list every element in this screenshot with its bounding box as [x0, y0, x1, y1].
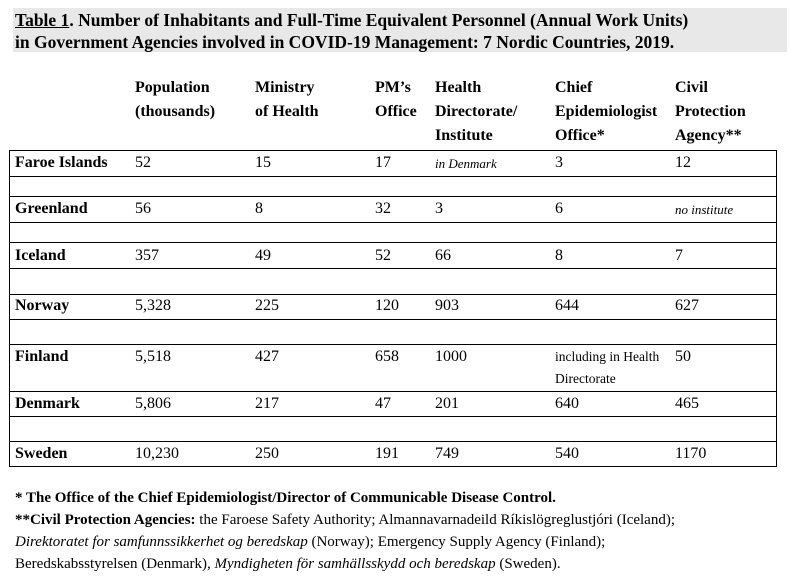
- cell-ministry: 427: [255, 348, 279, 365]
- cell-ministry: 217: [255, 395, 279, 412]
- cell-civil-protection: 1170: [675, 445, 707, 462]
- cell-civil-protection: 50: [675, 348, 691, 365]
- row-country: Sweden: [15, 445, 68, 462]
- cell-population: 52: [135, 154, 151, 171]
- table-border-left: [9, 150, 10, 467]
- row-divider: [9, 176, 777, 177]
- cell-civil-protection: 465: [675, 395, 699, 412]
- cell-population: 5,518: [135, 348, 171, 365]
- cell-population: 357: [135, 247, 159, 264]
- row-divider: [9, 242, 777, 243]
- cell-ministry: 15: [255, 154, 271, 171]
- cell-health-directorate: 903: [435, 297, 459, 314]
- header-population: [135, 76, 215, 124]
- footnote-text: the Faroese Safety Authority; Almannavarnadeild Ríkislögreglustjóri (Iceland);: [195, 512, 675, 528]
- footnote-text: (Norway); Emergency Supply Agency (Finland);: [307, 534, 606, 550]
- cell-chief-epidemiologist: 3: [555, 154, 563, 171]
- row-divider: [9, 268, 777, 269]
- row-country: Iceland: [15, 247, 66, 264]
- cell-chief-epidemiologist: 8: [555, 247, 563, 264]
- header-text: Protection: [675, 103, 746, 120]
- row-divider: [9, 344, 777, 345]
- cell-population: 56: [135, 200, 151, 217]
- header-text: (thousands): [135, 103, 216, 120]
- header-text: Agency**: [675, 127, 742, 144]
- cell-population: 10,230: [135, 445, 179, 462]
- header-text: Institute: [435, 127, 493, 144]
- cell-chief-epidemiologist: 640: [555, 395, 579, 412]
- cell-civil-protection: 627: [675, 297, 699, 314]
- cell-chief-epidemiologist-line1: including in Health: [555, 349, 660, 364]
- header-ministry-of-health: [255, 76, 319, 124]
- row-country: Finland: [15, 348, 69, 365]
- cell-pm-office: 658: [375, 348, 399, 365]
- row-country: Faroe Islands: [15, 154, 108, 171]
- cell-pm-office: 17: [375, 154, 391, 171]
- header-text: Ministry: [255, 79, 315, 96]
- cell-civil-protection: no institute: [675, 202, 734, 217]
- table-caption: [13, 8, 787, 52]
- header-text: Civil: [675, 79, 708, 96]
- cell-ministry: 225: [255, 297, 279, 314]
- cell-chief-epidemiologist-line2: Directorate: [555, 371, 616, 386]
- caption-line1: . Number of Inhabitants and Full-Time Equivalent Personnel (Annual Work Units): [69, 10, 689, 30]
- header-civil-protection: [675, 76, 746, 148]
- cell-population: 5,806: [135, 395, 171, 412]
- cell-health-directorate: 749: [435, 445, 459, 462]
- cell-health-directorate: 3: [435, 200, 443, 217]
- cell-civil-protection: 12: [675, 154, 691, 171]
- footnote-line: [15, 553, 561, 575]
- row-divider: [9, 391, 777, 392]
- header-text: Population: [135, 79, 210, 96]
- row-divider: [9, 441, 777, 442]
- cell-health-directorate: in Denmark: [435, 156, 497, 171]
- cell-chief-epidemiologist: 6: [555, 200, 563, 217]
- cell-chief-epidemiologist: 540: [555, 445, 579, 462]
- row-country: Greenland: [15, 200, 88, 217]
- row-divider: [9, 150, 777, 151]
- footnote-label: **Civil Protection Agencies:: [15, 512, 196, 528]
- row-divider: [9, 416, 777, 417]
- header-text: Epidemiologist: [555, 103, 658, 120]
- footnote-chief-epidemiologist: [15, 487, 556, 509]
- cell-chief-epidemiologist: 644: [555, 297, 579, 314]
- agency-name: Direktoratet for samfunnssikkerhet og beredskap: [15, 534, 308, 550]
- cell-population: 5,328: [135, 297, 171, 314]
- row-divider: [9, 196, 777, 197]
- header-text: of Health: [255, 103, 319, 120]
- footnote-text: Beredskabsstyrelsen (Denmark),: [15, 556, 215, 572]
- header-pm-office: [375, 76, 417, 124]
- cell-chief-epidemiologist: [555, 346, 659, 390]
- footnote-text: (Sweden).: [495, 556, 561, 572]
- table-border-right: [776, 150, 777, 467]
- footnote-text: * The Office of the Chief Epidemiologist/Director of Communicable Disease Control.: [15, 490, 556, 506]
- cell-ministry: 49: [255, 247, 271, 264]
- agency-name: Myndigheten för samhällsskydd och beredskap: [214, 556, 496, 572]
- cell-ministry: 250: [255, 445, 279, 462]
- cell-pm-office: 191: [375, 445, 399, 462]
- cell-pm-office: 120: [375, 297, 399, 314]
- cell-health-directorate: 1000: [435, 348, 467, 365]
- row-country: Denmark: [15, 395, 80, 412]
- cell-health-directorate: 66: [435, 247, 451, 264]
- cell-pm-office: 32: [375, 200, 391, 217]
- header-text: PM’s: [375, 79, 411, 96]
- cell-pm-office: 52: [375, 247, 391, 264]
- footnote-civil-protection: [15, 509, 675, 531]
- row-divider: [9, 466, 777, 467]
- footnote-line: [15, 531, 605, 553]
- caption-line2: in Government Agencies involved in COVID-19 Management: 7 Nordic Countries, 2019.: [15, 32, 675, 52]
- header-health-directorate: [435, 76, 517, 148]
- table-label: Table 1: [15, 10, 70, 30]
- cell-health-directorate: 201: [435, 395, 459, 412]
- cell-pm-office: 47: [375, 395, 391, 412]
- row-country: Norway: [15, 297, 70, 314]
- header-text: Health: [435, 79, 482, 96]
- row-divider: [9, 294, 777, 295]
- cell-civil-protection: 7: [675, 247, 683, 264]
- header-text: Office*: [555, 127, 605, 144]
- header-chief-epidemiologist: [555, 76, 657, 148]
- header-text: Office: [375, 103, 417, 120]
- cell-ministry: 8: [255, 200, 263, 217]
- header-text: Chief: [555, 79, 593, 96]
- header-text: Directorate/: [435, 103, 518, 120]
- row-divider: [9, 222, 777, 223]
- row-divider: [9, 319, 777, 320]
